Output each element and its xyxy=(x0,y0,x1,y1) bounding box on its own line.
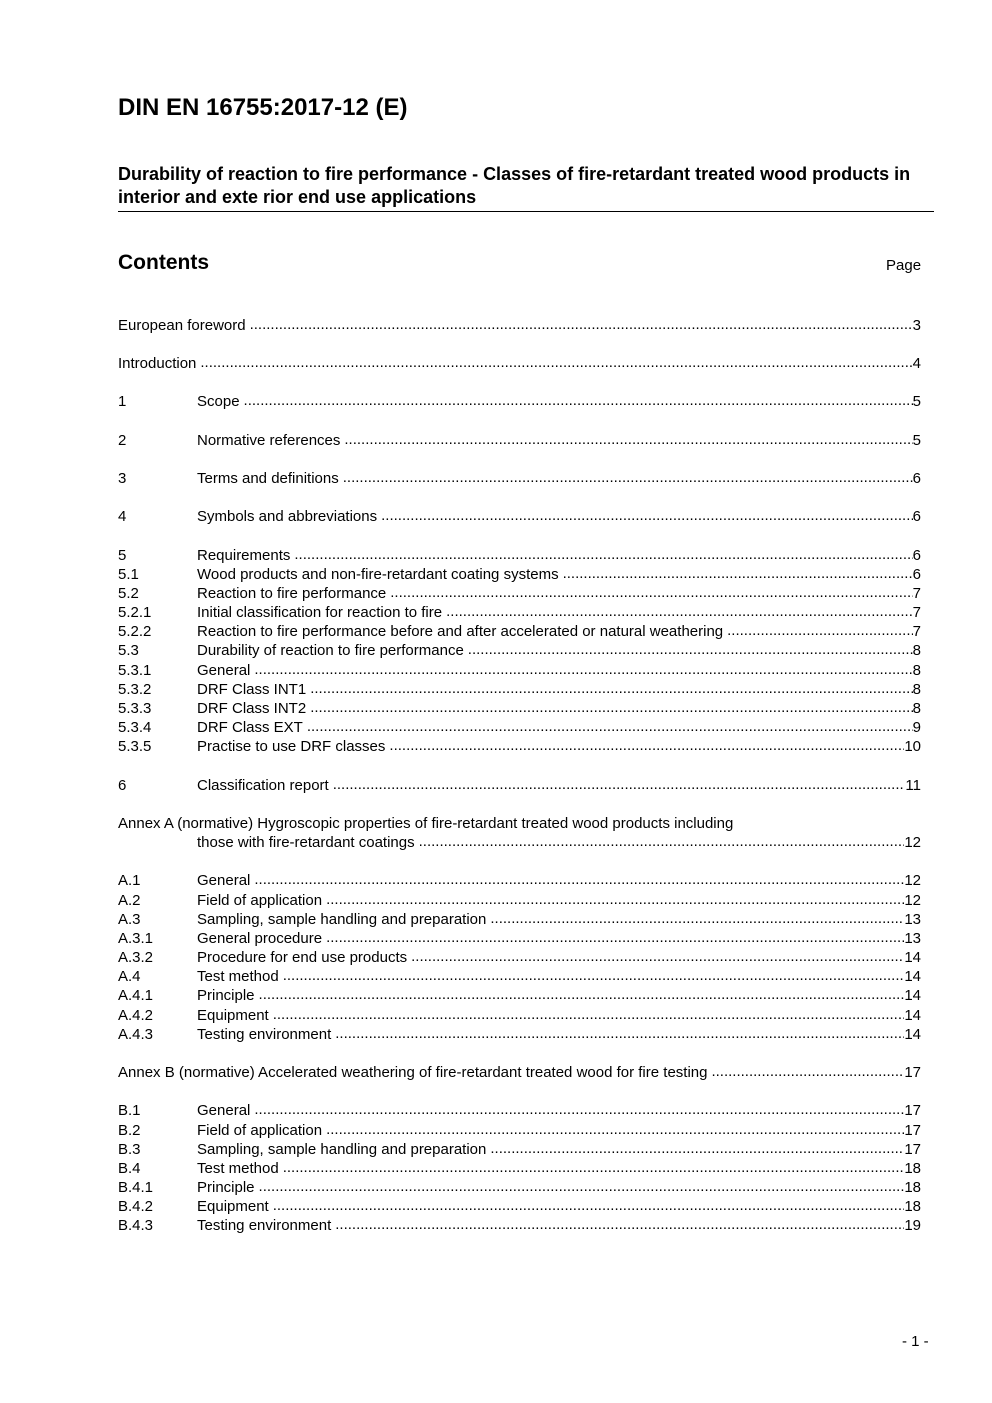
toc-entry-page: 19 xyxy=(904,1217,921,1234)
toc-entry-number: 5.3.4 xyxy=(118,719,152,736)
toc-entry-page: 13 xyxy=(904,930,921,947)
toc-entry-page: 3 xyxy=(912,317,921,334)
toc-entry-page: 12 xyxy=(904,892,921,909)
toc-entry-text: Field of application xyxy=(197,1122,323,1139)
toc-leader-dots xyxy=(343,468,913,487)
toc-entry-page: 5 xyxy=(912,432,921,449)
toc-entry-number: B.4 xyxy=(118,1160,141,1177)
toc-entry-number: 5.3.1 xyxy=(118,662,152,679)
toc-entry-page: 17 xyxy=(904,1064,921,1081)
toc-entry-page: 18 xyxy=(904,1179,921,1196)
toc-leader-dots xyxy=(490,909,904,928)
toc-leader-dots xyxy=(259,985,905,1004)
toc-entry-page: 10 xyxy=(904,738,921,755)
toc-entry[interactable] xyxy=(118,584,921,603)
toc-entry-number: B.3 xyxy=(118,1141,141,1158)
toc-leader-dots xyxy=(254,870,904,889)
toc-entry-number: A.1 xyxy=(118,872,141,889)
toc-entry[interactable] xyxy=(118,967,921,986)
toc-entry-page: 8 xyxy=(912,642,921,659)
toc-entry[interactable] xyxy=(118,1025,921,1044)
toc-leader-dots xyxy=(310,698,912,717)
toc-entry-number: B.2 xyxy=(118,1122,141,1139)
toc-leader-dots xyxy=(273,1196,905,1215)
toc-entry-number: B.4.2 xyxy=(118,1198,154,1215)
toc-entry-text: Durability of reaction to fire performance xyxy=(197,642,464,659)
toc-leader-dots xyxy=(307,717,913,736)
toc-entry-number: 5.2 xyxy=(118,585,139,602)
toc-entry-text: Terms and definitions xyxy=(197,470,339,487)
toc-entry[interactable] xyxy=(118,948,921,967)
page-column-heading: Page xyxy=(886,257,922,274)
toc-entry-text: Reaction to fire performance xyxy=(197,585,387,602)
toc-entry-text: General procedure xyxy=(197,930,323,947)
toc-entry[interactable] xyxy=(118,641,921,660)
toc-leader-dots xyxy=(244,391,913,410)
toc-entry[interactable] xyxy=(118,1101,921,1120)
toc-entry-text: Testing environment xyxy=(197,1217,332,1234)
toc-entry[interactable] xyxy=(118,1159,921,1178)
toc-entry[interactable] xyxy=(118,986,921,1005)
toc-leader-dots xyxy=(254,660,912,679)
toc-leader-dots xyxy=(446,602,913,621)
toc-leader-dots xyxy=(200,353,912,372)
toc-entry-number: 3 xyxy=(118,470,127,487)
toc-leader-dots xyxy=(335,1215,904,1234)
toc-entry-text: Principle xyxy=(197,1179,255,1196)
toc-entry-page: 7 xyxy=(912,604,921,621)
toc-entry-number: 5.3 xyxy=(118,642,139,659)
toc-entry[interactable] xyxy=(118,565,921,584)
toc-entry-page: 12 xyxy=(904,872,921,889)
toc-leader-dots xyxy=(294,545,912,564)
toc-entry-page: 14 xyxy=(904,949,921,966)
toc-entry[interactable] xyxy=(118,1140,921,1159)
toc-entry-text[interactable]: Annex A (normative) Hygroscopic properties of fire-retardant treated wood products including xyxy=(118,815,734,832)
toc-entry-text: Sampling, sample handling and preparation xyxy=(197,911,487,928)
toc-entry-page: 6 xyxy=(912,547,921,564)
toc-entry-number: 1 xyxy=(118,393,127,410)
document-title: Durability of reaction to fire performance - Classes of fire-retardant treated wood products in interior and exte rior end use applications xyxy=(118,163,934,212)
toc-entry-text: General xyxy=(197,662,251,679)
toc-entry-page: 12 xyxy=(904,834,921,851)
toc-entry-number: 5.2.1 xyxy=(118,604,152,621)
toc-leader-dots xyxy=(283,966,905,985)
toc-entry-page: 17 xyxy=(904,1102,921,1119)
toc-entry-number: 6 xyxy=(118,777,127,794)
toc-entry-text: Principle xyxy=(197,987,255,1004)
toc-entry-number: 5.2.2 xyxy=(118,623,152,640)
toc-entry-page: 18 xyxy=(904,1198,921,1215)
toc-entry-text: Practise to use DRF classes xyxy=(197,738,386,755)
toc-entry-text: Scope xyxy=(197,393,240,410)
toc-leader-dots xyxy=(254,1100,904,1119)
toc-entry-text: Reaction to fire performance before and after accelerated or natural weathering xyxy=(197,623,724,640)
toc-entry-text: Classification report xyxy=(197,777,329,794)
toc-entry-text: Initial classification for reaction to fire xyxy=(197,604,443,621)
toc-entry-page: 8 xyxy=(912,681,921,698)
toc-entry[interactable] xyxy=(118,603,921,622)
toc-entry-text: Testing environment xyxy=(197,1026,332,1043)
toc-leader-dots xyxy=(326,928,904,947)
contents-heading: Contents xyxy=(118,251,209,274)
toc-entry-text: Normative references xyxy=(197,432,341,449)
toc-leader-dots xyxy=(411,947,904,966)
toc-entry-number: 5.1 xyxy=(118,566,139,583)
page-number-footer: - 1 - xyxy=(902,1333,929,1350)
toc-entry[interactable] xyxy=(118,1178,921,1197)
toc-entry-text: DRF Class INT2 xyxy=(197,700,307,717)
toc-entry[interactable] xyxy=(118,776,921,795)
toc-entry[interactable] xyxy=(118,910,921,929)
toc-entry-text: Equipment xyxy=(197,1007,269,1024)
toc-entry-text: General xyxy=(197,1102,251,1119)
toc-entry[interactable] xyxy=(118,718,921,737)
toc-entry[interactable] xyxy=(118,622,921,641)
toc-entry[interactable] xyxy=(118,833,921,852)
toc-entry-number: A.4.2 xyxy=(118,1007,154,1024)
toc-entry-number: 5.3.3 xyxy=(118,700,152,717)
toc-entry[interactable] xyxy=(118,1063,921,1082)
toc-entry-page: 5 xyxy=(912,393,921,410)
toc-entry-page: 6 xyxy=(912,566,921,583)
toc-entry-text: Procedure for end use products xyxy=(197,949,408,966)
toc-leader-dots xyxy=(490,1139,904,1158)
toc-entry-number: 5.3.2 xyxy=(118,681,152,698)
toc-entry-text: those with fire-retardant coatings xyxy=(197,834,415,851)
toc-entry-page: 13 xyxy=(904,911,921,928)
toc-entry-number: 4 xyxy=(118,508,127,525)
toc-entry-text: Wood products and non-fire-retardant coating systems xyxy=(197,566,559,583)
toc-entry-page: 11 xyxy=(905,777,921,794)
toc-entry-text: Test method xyxy=(197,1160,279,1177)
toc-leader-dots xyxy=(250,315,913,334)
toc-entry-page: 7 xyxy=(912,623,921,640)
toc-entry[interactable] xyxy=(118,680,921,699)
toc-entry-page: 8 xyxy=(912,662,921,679)
toc-leader-dots xyxy=(344,430,912,449)
toc-entry[interactable] xyxy=(118,431,921,450)
toc-leader-dots xyxy=(711,1062,904,1081)
toc-entry-page: 6 xyxy=(912,508,921,525)
toc-entry-number: 5 xyxy=(118,547,127,564)
toc-entry-text: DRF Class INT1 xyxy=(197,681,307,698)
toc-entry-number: 2 xyxy=(118,432,127,449)
toc-entry-text: Sampling, sample handling and preparation xyxy=(197,1141,487,1158)
toc-entry[interactable] xyxy=(118,1121,921,1140)
toc-entry-number: B.4.1 xyxy=(118,1179,154,1196)
toc-entry-number: A.3 xyxy=(118,911,141,928)
toc-entry[interactable] xyxy=(118,891,921,910)
document-id: DIN EN 16755:2017-12 (E) xyxy=(118,94,408,121)
toc-entry-page: 17 xyxy=(904,1141,921,1158)
toc-leader-dots xyxy=(310,679,912,698)
toc-leader-dots xyxy=(273,1005,905,1024)
toc-leader-dots xyxy=(563,564,913,583)
toc-entry-text: DRF Class EXT xyxy=(197,719,303,736)
toc-entry-number: A.2 xyxy=(118,892,141,909)
toc-entry[interactable] xyxy=(118,871,921,890)
toc-entry-number: A.3.1 xyxy=(118,930,154,947)
toc-entry-text: Symbols and abbreviations xyxy=(197,508,378,525)
toc-leader-dots xyxy=(727,621,913,640)
toc-entry-page: 17 xyxy=(904,1122,921,1139)
toc-entry[interactable] xyxy=(118,469,921,488)
toc-entry[interactable] xyxy=(118,546,921,565)
toc-entry-text: Test method xyxy=(197,968,279,985)
toc-entry[interactable] xyxy=(118,392,921,411)
toc-leader-dots xyxy=(468,640,913,659)
toc-entry[interactable] xyxy=(118,1006,921,1025)
toc-entry-page: 9 xyxy=(912,719,921,736)
toc-entry-page: 4 xyxy=(912,355,921,372)
toc-entry-text: Field of application xyxy=(197,892,323,909)
toc-leader-dots xyxy=(419,832,905,851)
toc-entry[interactable] xyxy=(118,661,921,680)
toc-entry-page: 14 xyxy=(904,987,921,1004)
toc-entry[interactable] xyxy=(118,699,921,718)
toc-entry-text: General xyxy=(197,872,251,889)
toc-entry[interactable] xyxy=(118,316,921,335)
toc-leader-dots xyxy=(390,583,912,602)
toc-leader-dots xyxy=(326,1120,904,1139)
toc-entry-number: A.4.1 xyxy=(118,987,154,1004)
toc-entry-text: Annex B (normative) Accelerated weathering of fire-retardant treated wood for fire testing xyxy=(118,1064,708,1081)
toc-entry-page: 14 xyxy=(904,1026,921,1043)
toc-leader-dots xyxy=(333,775,906,794)
toc-entry-text: European foreword xyxy=(118,317,246,334)
toc-entry-page: 6 xyxy=(912,470,921,487)
toc-leader-dots xyxy=(259,1177,905,1196)
toc-entry[interactable] xyxy=(118,354,921,373)
toc-entry-number: B.4.3 xyxy=(118,1217,154,1234)
toc-leader-dots xyxy=(381,506,913,525)
toc-entry-page: 14 xyxy=(904,1007,921,1024)
toc-entry-number: B.1 xyxy=(118,1102,141,1119)
toc-leader-dots xyxy=(283,1158,905,1177)
toc-entry-page: 8 xyxy=(912,700,921,717)
toc-entry-text: Introduction xyxy=(118,355,197,372)
toc-leader-dots xyxy=(335,1024,904,1043)
toc-entry-number: A.4.3 xyxy=(118,1026,154,1043)
toc-entry-text: Requirements xyxy=(197,547,291,564)
toc-entry-number: A.4 xyxy=(118,968,141,985)
toc-entry[interactable] xyxy=(118,1197,921,1216)
toc-leader-dots xyxy=(326,890,904,909)
toc-entry[interactable] xyxy=(118,737,921,756)
toc-entry-number: A.3.2 xyxy=(118,949,154,966)
toc-entry[interactable] xyxy=(118,929,921,948)
toc-entry-page: 18 xyxy=(904,1160,921,1177)
toc-entry-text: Equipment xyxy=(197,1198,269,1215)
toc-entry[interactable] xyxy=(118,1216,921,1235)
toc-entry-page: 7 xyxy=(912,585,921,602)
toc-entry-page: 14 xyxy=(904,968,921,985)
toc-leader-dots xyxy=(389,736,904,755)
toc-entry[interactable] xyxy=(118,507,921,526)
toc-entry-number: 5.3.5 xyxy=(118,738,152,755)
